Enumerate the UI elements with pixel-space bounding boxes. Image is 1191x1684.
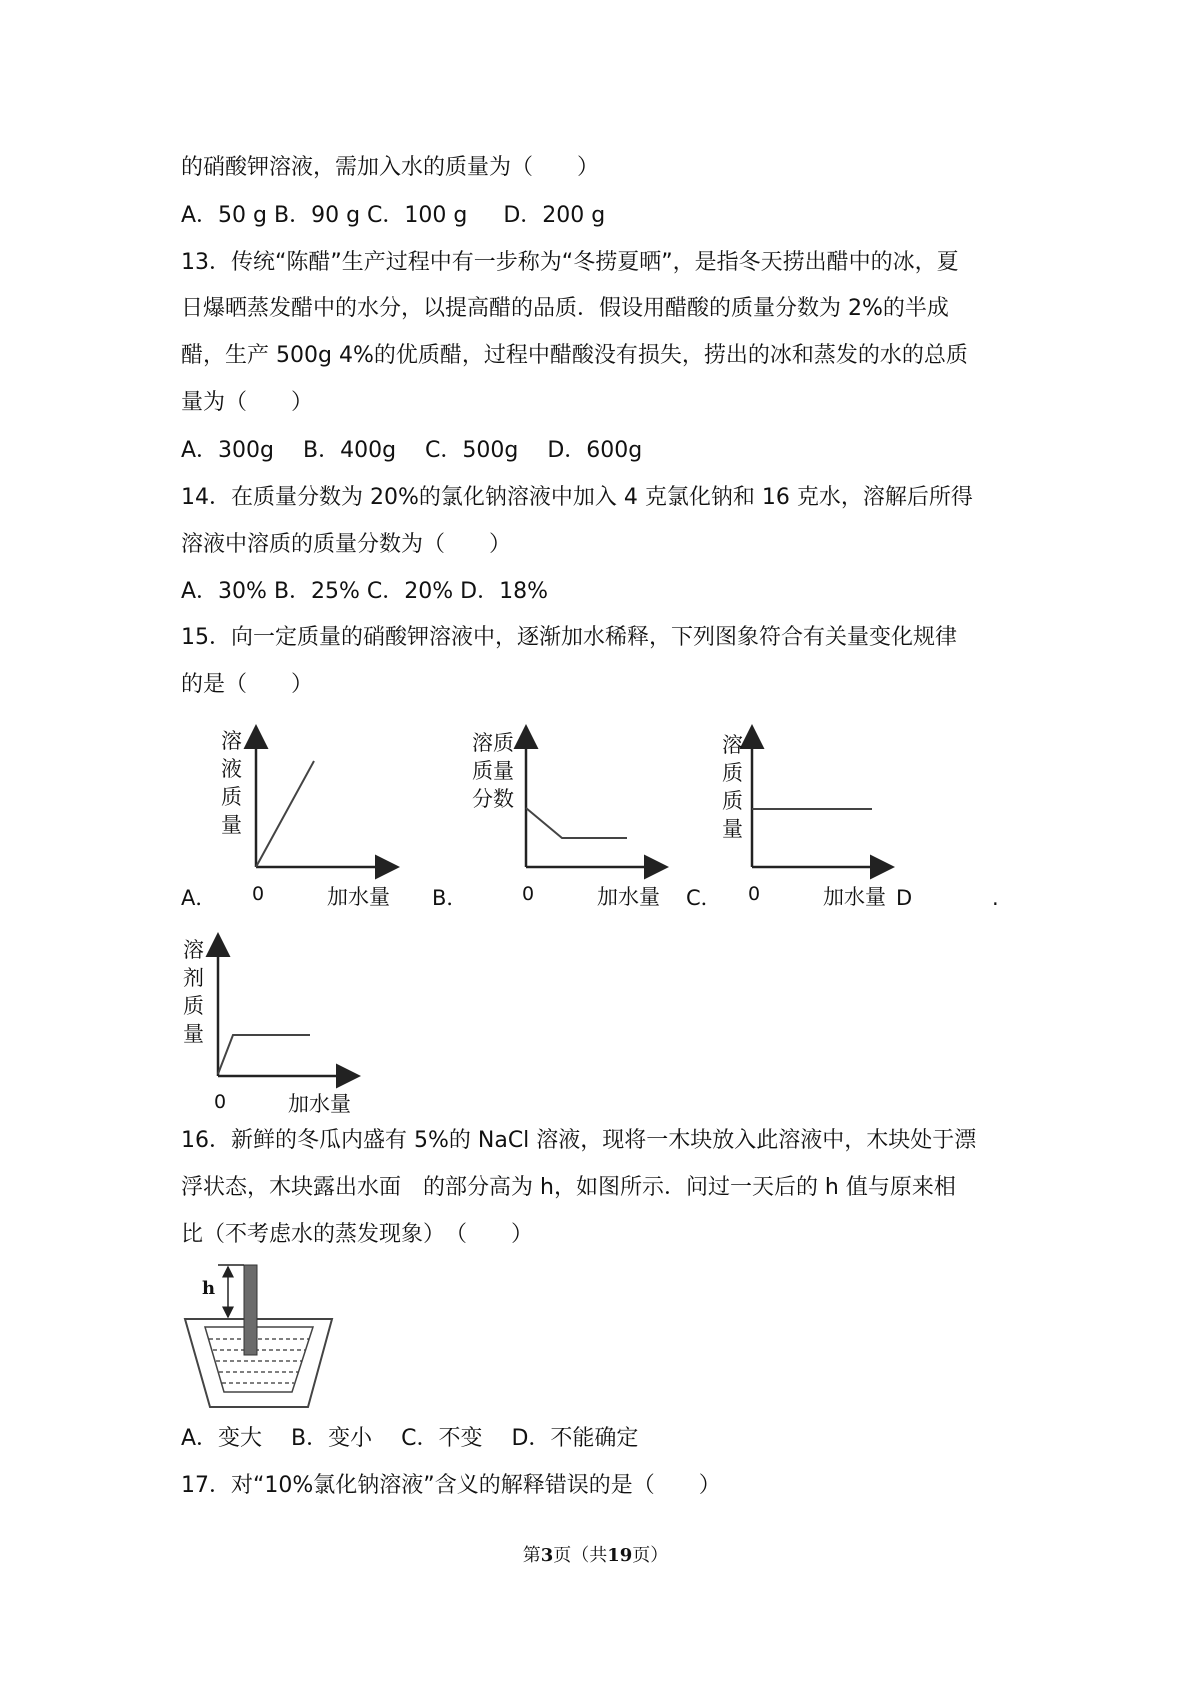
graph-a [221,729,395,909]
footer-pre: 第 [522,1545,541,1566]
graph-d [183,937,356,1115]
q12-options: A．50 g B．90 g C．100 g D．200 g [181,203,606,228]
graph-b-ylabel: 溶质 [472,731,514,755]
graph-b-origin: 0 [522,883,535,905]
graph-d-ylabel: 量 [183,1022,204,1046]
graph-c-ylabel: 量 [722,817,743,841]
q15-dot: . [992,886,999,910]
graph-b-xlabel: 加水量 [597,885,660,909]
q16-text: 16．新鲜的冬瓜内盛有 5%的 NaCl 溶液，现将一木块放入此溶液中，木块处于漂 [181,1128,977,1153]
graph-c [722,729,890,909]
footer-total: 19 [607,1545,633,1566]
graph-a-ylabel: 质 [221,785,242,809]
graph-b-curve [526,808,627,838]
h-label: h [202,1278,216,1299]
text-line: 醋，生产 500g 4%的优质醋，过程中醋酸没有损失，捞出的冰和蒸发的水的总质 [181,343,968,368]
graph-a-ylabel: 溶 [221,729,242,753]
graph-d-ylabel: 剂 [183,966,204,990]
q15-option-b: B． [432,886,468,910]
q15-option-c: C． [686,886,722,910]
graph-a-origin: 0 [252,883,265,905]
text-line: 量为（ ） [181,390,314,415]
wood-block [244,1265,257,1355]
graph-b [472,729,664,909]
q17-text: 17．对“10%氯化钠溶液”含义的解释错误的是（ ） [181,1473,721,1498]
graph-a-ylabel: 量 [221,813,242,837]
q15-option-d: D [896,886,913,910]
text-line: 的是（ ） [181,672,314,697]
q15-graphs [0,715,1191,1115]
graph-c-origin: 0 [748,883,761,905]
graph-d-ylabel: 溶 [183,938,204,962]
footer-mid: 页（共 [553,1545,608,1566]
graph-b-ylabel: 质量 [472,759,514,783]
q14-text: 14．在质量分数为 20%的氯化钠溶液中加入 4 克氯化钠和 16 克水，溶解后所得 [181,485,973,510]
graph-b-ylabel: 分数 [472,787,514,811]
graph-c-ylabel: 溶 [722,733,743,757]
graph-a-xlabel: 加水量 [327,885,390,909]
graph-a-curve [256,761,314,867]
text-line: 比（不考虑水的蒸发现象） （ ） [181,1222,534,1247]
q15-text: 15．向一定质量的硝酸钾溶液中，逐渐加水稀释，下列图象符合有关量变化规律 [181,625,957,650]
q13-options: A．300g B．400g C．500g D．600g [181,438,643,463]
page-footer [0,1541,1191,1567]
graph-c-ylabel: 质 [722,789,743,813]
text-line: 溶液中溶质的质量分数为（ ） [181,532,512,557]
text-line: 日爆晒蒸发醋中的水分，以提高醋的品质．假设用醋酸的质量分数为 2%的半成 [181,296,949,321]
graph-a-ylabel: 液 [221,757,242,781]
q13-text: 13．传统“陈醋”生产过程中有一步称为“冬捞夏晒”，是指冬天捞出醋中的冰，夏 [181,250,959,275]
q16-figure [180,1262,340,1412]
q16-options: A．变大 B．变小 C．不变 D．不能确定 [181,1426,639,1451]
graph-d-curve [218,1035,310,1074]
graph-c-xlabel: 加水量 [823,885,886,909]
footer-post: 页） [632,1545,669,1566]
graph-d-ylabel: 质 [183,994,204,1018]
q14-options: A．30% B．25% C．20% D．18% [181,579,549,604]
graph-c-ylabel: 质 [722,761,743,785]
text-line: 浮状态，木块露出水面 的部分高为 h，如图所示．问过一天后的 h 值与原来相 [181,1175,956,1200]
text-line: 的硝酸钾溶液，需加入水的质量为（ ） [181,155,600,180]
q15-option-a: A． [181,886,217,910]
footer-page: 3 [540,1545,554,1566]
graph-d-origin: 0 [214,1091,227,1113]
graph-d-xlabel: 加水量 [288,1092,351,1115]
